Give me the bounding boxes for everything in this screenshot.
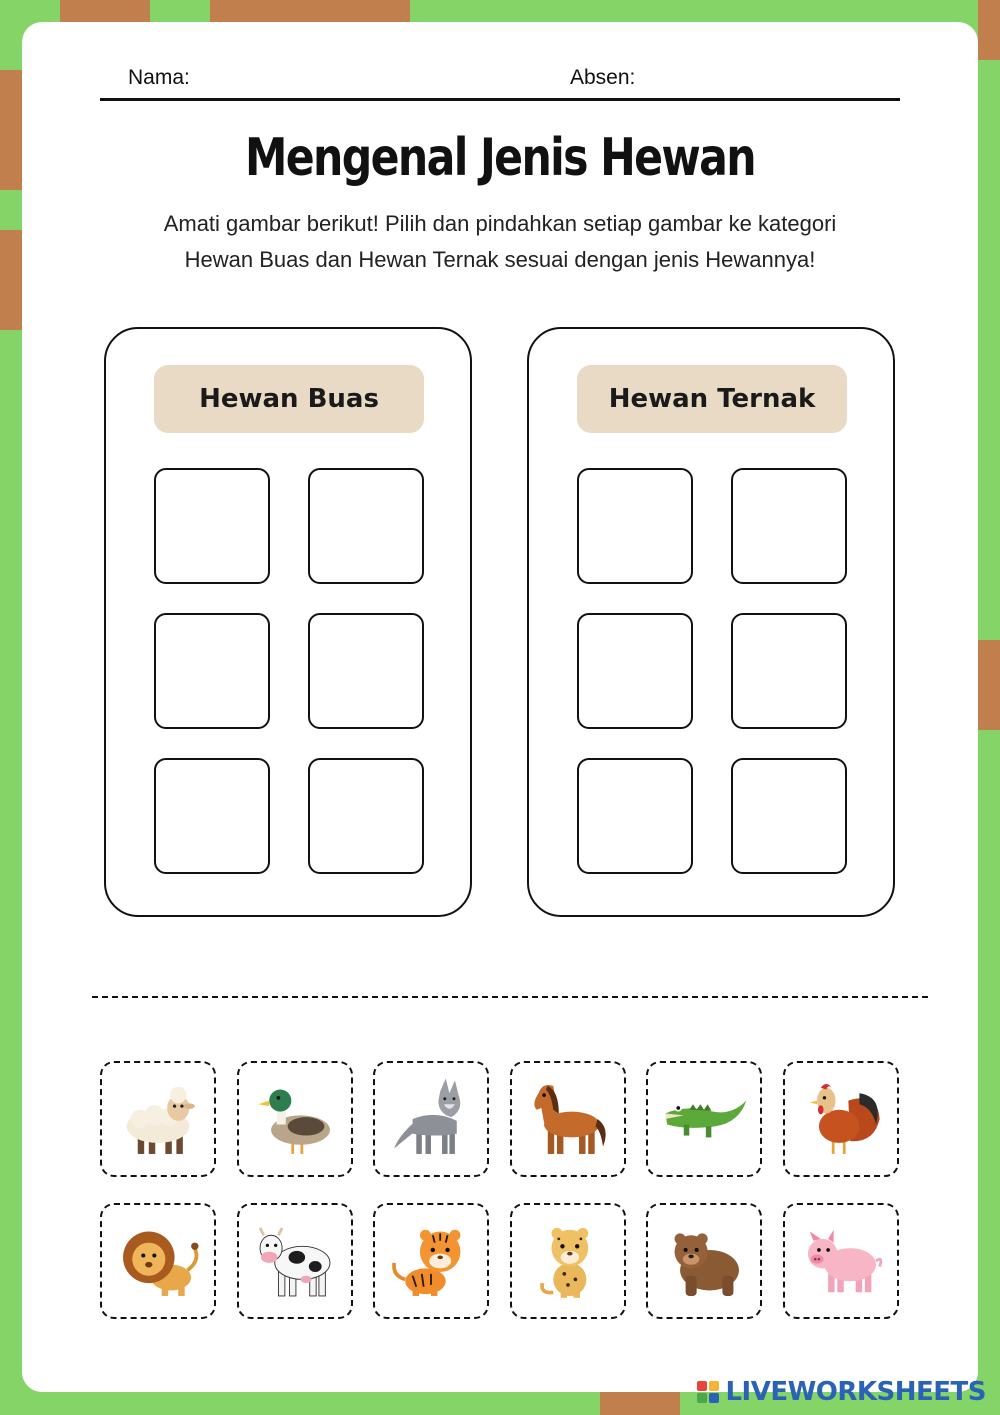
liveworksheets-logo <box>697 1377 986 1407</box>
bg-patch <box>210 0 410 22</box>
bg-patch <box>978 0 1000 60</box>
liveworksheets-logo-text: LIVEWORKSHEETS <box>725 1377 986 1407</box>
bg-patch <box>0 70 22 190</box>
header-line <box>100 98 900 101</box>
animal-card-lion[interactable] <box>100 1203 216 1319</box>
lion-icon <box>112 1215 204 1307</box>
animal-card-cow[interactable] <box>237 1203 353 1319</box>
drop-slot-ternak[interactable] <box>577 758 693 874</box>
leopard-icon <box>522 1215 614 1307</box>
pig-icon <box>795 1215 887 1307</box>
animal-card-leopard[interactable] <box>510 1203 626 1319</box>
bg-patch <box>60 0 150 22</box>
absen-label: Absen: <box>570 66 636 89</box>
page-title: Mengenal Jenis Hewan <box>244 128 756 188</box>
crocodile-icon <box>658 1073 750 1165</box>
drop-slot-buas[interactable] <box>154 758 270 874</box>
wolf-icon <box>385 1073 477 1165</box>
bg-patch <box>600 1392 680 1415</box>
liveworksheets-logo-icon <box>697 1381 719 1403</box>
drop-slot-buas[interactable] <box>154 468 270 584</box>
name-label: Nama: <box>128 66 190 89</box>
duck-icon <box>249 1073 341 1165</box>
animal-card-bear[interactable] <box>646 1203 762 1319</box>
horse-icon <box>522 1073 614 1165</box>
instructions: Amati gambar berikut! Pilih dan pindahkan setiap gambar ke kategori Hewan Buas dan Hewan Ternak sesuai dengan jenis Hewannya! <box>163 211 837 272</box>
drop-slot-buas[interactable] <box>308 758 424 874</box>
animal-card-wolf[interactable] <box>373 1061 489 1177</box>
animal-card-duck[interactable] <box>237 1061 353 1177</box>
bg-patch <box>978 640 1000 730</box>
sheep-icon <box>112 1073 204 1165</box>
bear-icon <box>658 1215 750 1307</box>
animal-card-crocodile[interactable] <box>646 1061 762 1177</box>
animal-card-sheep[interactable] <box>100 1061 216 1177</box>
tiger-icon <box>385 1215 477 1307</box>
animal-card-horse[interactable] <box>510 1061 626 1177</box>
category-label-buas: Hewan Buas <box>154 365 424 433</box>
rooster-icon <box>795 1073 887 1165</box>
animal-card-rooster[interactable] <box>783 1061 899 1177</box>
category-label-ternak: Hewan Ternak <box>577 365 847 433</box>
drop-slot-ternak[interactable] <box>731 758 847 874</box>
drop-slot-buas[interactable] <box>308 468 424 584</box>
drop-slot-ternak[interactable] <box>577 613 693 729</box>
drop-slot-buas[interactable] <box>154 613 270 729</box>
drop-slot-ternak[interactable] <box>731 468 847 584</box>
bg-patch <box>0 230 22 330</box>
drop-slot-buas[interactable] <box>308 613 424 729</box>
cut-line <box>92 996 928 998</box>
drop-slot-ternak[interactable] <box>577 468 693 584</box>
drop-slot-ternak[interactable] <box>731 613 847 729</box>
cow-icon <box>249 1215 341 1307</box>
animal-card-pig[interactable] <box>783 1203 899 1319</box>
animal-card-tiger[interactable] <box>373 1203 489 1319</box>
